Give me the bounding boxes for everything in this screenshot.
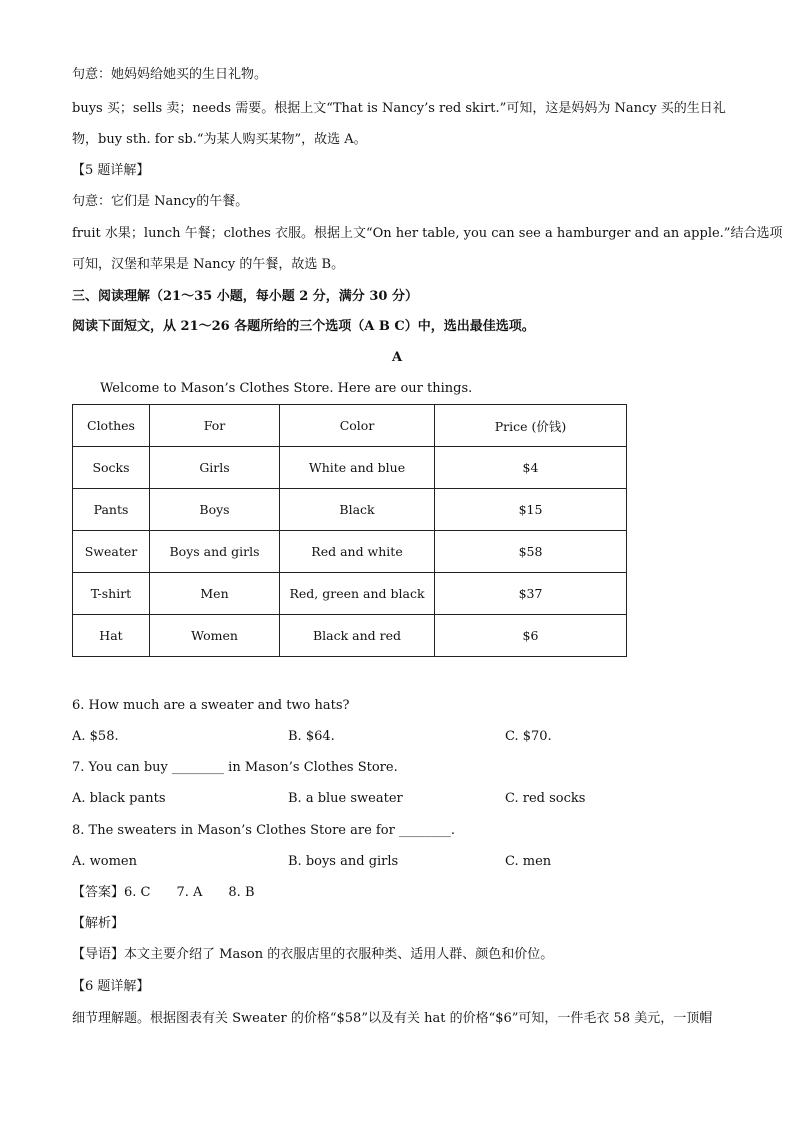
table-cell: Women — [150, 615, 280, 657]
explanation-line: 句意：它们是 Nancy的午餐。 — [72, 194, 249, 209]
table-cell: Girls — [150, 447, 280, 489]
question-option: B. a blue sweater — [288, 791, 403, 806]
table-cell: $37 — [435, 573, 627, 615]
question-option: A. $58. — [72, 729, 119, 744]
table-row — [73, 489, 627, 531]
table-cell: Pants — [73, 489, 150, 531]
table-cell: Socks — [73, 447, 150, 489]
explanation-line: 物，buy sth. for sb.“为某人购买某物”，故选 A。 — [72, 132, 367, 147]
table-cell: Black — [280, 489, 435, 531]
table-row — [73, 615, 627, 657]
table-header: Color — [280, 405, 435, 447]
question-option: C. red socks — [505, 791, 586, 806]
question-option: C. $70. — [505, 729, 552, 744]
table-cell: Red and white — [280, 531, 435, 573]
explanation-line: fruit 水果；lunch 午餐；clothes 衣服。根据上文“On her table, you can see a hamburger and an apple.”结合选项 — [72, 226, 783, 241]
table-cell: $6 — [435, 615, 627, 657]
passage-intro: Welcome to Mason’s Clothes Store. Here are our things. — [100, 381, 473, 396]
table-row — [73, 531, 627, 573]
question-stem: 6. How much are a sweater and two hats? — [72, 698, 350, 713]
clothes-table — [72, 404, 627, 657]
table-cell: White and blue — [280, 447, 435, 489]
table-cell: Boys and girls — [150, 531, 280, 573]
table-cell: $15 — [435, 489, 627, 531]
table-cell: Red, green and black — [280, 573, 435, 615]
table-cell: Boys — [150, 489, 280, 531]
analysis-heading: 【解析】 — [72, 916, 125, 931]
explanation-line: buys 买；sells 卖；needs 需要。根据上文“That is Nancy’s red skirt.”可知，这是妈妈为 Nancy 买的生日礼 — [72, 101, 726, 116]
question-option: B. boys and girls — [288, 854, 399, 869]
table-row — [73, 447, 627, 489]
table-cell: Hat — [73, 615, 150, 657]
explanation-line: 细节理解题。根据图表有关 Sweater 的价格“$58”以及有关 hat 的价格“$6”可知，一件毛衣 58 美元，一顶帽 — [72, 1011, 713, 1026]
question-option: B. $64. — [288, 729, 335, 744]
guide-line: 【导语】本文主要介绍了 Mason 的衣服店里的衣服种类、适用人群、颜色和价位。 — [72, 947, 554, 962]
section-heading: 三、阅读理解（21～35 小题，每小题 2 分，满分 30 分） — [72, 289, 418, 304]
table-cell: $4 — [435, 447, 627, 489]
table-header: For — [150, 405, 280, 447]
question-option: A. black pants — [72, 791, 166, 806]
table-cell: Black and red — [280, 615, 435, 657]
question-stem: 8. The sweaters in Mason’s Clothes Store are for ________. — [72, 823, 456, 838]
section-instruction: 阅读下面短文，从 21～26 各题所给的三个选项（A B C）中，选出最佳选项。 — [72, 319, 535, 334]
table-cell: Sweater — [73, 531, 150, 573]
table-header: Clothes — [73, 405, 150, 447]
answer-line: 【答案】6. C 7. A 8. B — [72, 885, 255, 900]
table-cell: Men — [150, 573, 280, 615]
passage-label: A — [391, 350, 403, 365]
detail-heading: 【5 题详解】 — [72, 163, 150, 178]
detail-heading: 【6 题详解】 — [72, 979, 150, 994]
explanation-line: 句意：她妈妈给她买的生日礼物。 — [72, 67, 268, 82]
explanation-line: 可知，汉堡和苹果是 Nancy 的午餐，故选 B。 — [72, 257, 345, 272]
table-cell: T-shirt — [73, 573, 150, 615]
table-header-row — [73, 405, 627, 447]
table-row — [73, 573, 627, 615]
question-stem: 7. You can buy ________ in Mason’s Clothes Store. — [72, 760, 398, 775]
table-cell: $58 — [435, 531, 627, 573]
question-option: C. men — [505, 854, 552, 869]
question-option: A. women — [72, 854, 137, 869]
table-header: Price (价钱) — [435, 405, 627, 447]
